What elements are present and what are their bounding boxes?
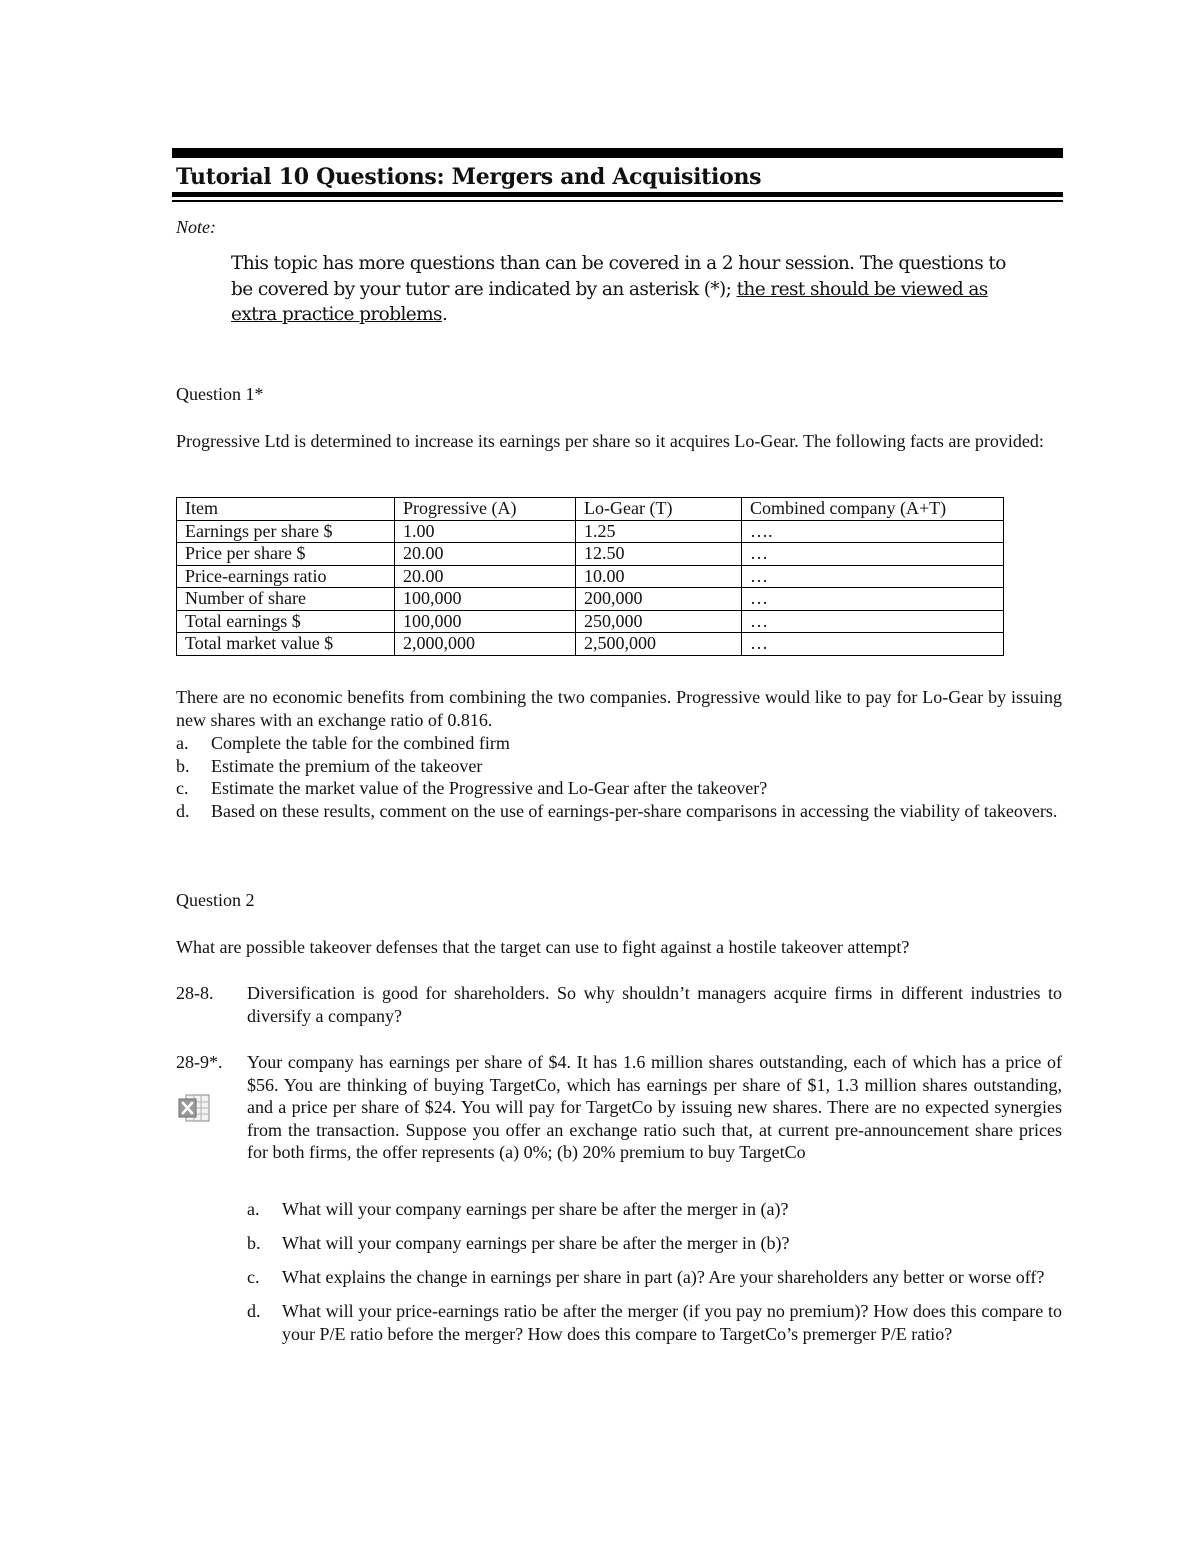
table-header-cell: Item bbox=[177, 498, 395, 521]
table-cell: 100,000 bbox=[395, 588, 576, 611]
table-cell: … bbox=[742, 610, 1004, 633]
table-row bbox=[177, 588, 1004, 611]
table-cell: 2,500,000 bbox=[576, 633, 742, 656]
problem-28-9 bbox=[176, 1051, 1062, 1164]
list-item bbox=[176, 755, 1062, 778]
note-body: This topic has more questions than can be covered in a 2 hour session. The questions to be covered by your tutor are indicated by an asterisk (*); bbox=[231, 253, 1006, 300]
table-header-cell: Progressive (A) bbox=[395, 498, 576, 521]
table-cell: Earnings per share $ bbox=[177, 520, 395, 543]
question-1-after: There are no economic benefits from combining the two companies. Progressive would like to pay for Lo-Gear by issuing new shares with an exchange ratio of 0.816. bbox=[176, 687, 1062, 730]
table-cell: 12.50 bbox=[576, 543, 742, 566]
table-row bbox=[177, 565, 1004, 588]
list-item-label: b. bbox=[247, 1233, 261, 1253]
table-cell: 20.00 bbox=[395, 565, 576, 588]
list-item bbox=[247, 1266, 1062, 1289]
list-item-text: What will your company earnings per share be after the merger in (a)? bbox=[282, 1199, 789, 1219]
table-row bbox=[177, 543, 1004, 566]
question-1-list bbox=[176, 732, 1062, 822]
table-cell: Number of share bbox=[177, 588, 395, 611]
problem-number: 28-8. bbox=[176, 983, 214, 1003]
excel-icon[interactable] bbox=[177, 1092, 211, 1124]
list-item-label: a. bbox=[247, 1199, 260, 1219]
table-cell: … bbox=[742, 588, 1004, 611]
list-item-label: d. bbox=[247, 1301, 261, 1321]
table-cell: … bbox=[742, 633, 1004, 656]
table-cell: …. bbox=[742, 520, 1004, 543]
table-cell: Price per share $ bbox=[177, 543, 395, 566]
note-label: Note: bbox=[176, 217, 216, 237]
table-cell: … bbox=[742, 543, 1004, 566]
table-header-row bbox=[177, 498, 1004, 521]
table-cell: 10.00 bbox=[576, 565, 742, 588]
list-item bbox=[176, 732, 1062, 755]
list-item-text: What will your company earnings per share be after the merger in (b)? bbox=[282, 1233, 790, 1253]
table-cell: 1.00 bbox=[395, 520, 576, 543]
table-row bbox=[177, 633, 1004, 656]
question-1-heading: Question 1* bbox=[176, 384, 264, 404]
list-item-label: c. bbox=[176, 778, 189, 798]
table-cell: Total market value $ bbox=[177, 633, 395, 656]
table-cell: Total earnings $ bbox=[177, 610, 395, 633]
table-cell: 1.25 bbox=[576, 520, 742, 543]
list-item-text: Estimate the market value of the Progressive and Lo-Gear after the takeover? bbox=[211, 778, 768, 798]
table-header-cell: Combined company (A+T) bbox=[742, 498, 1004, 521]
table-row bbox=[177, 520, 1004, 543]
note-underlined: the rest should be viewed as extra practice problems bbox=[231, 278, 988, 325]
list-item-text: Complete the table for the combined firm bbox=[211, 733, 510, 753]
list-item-text: What explains the change in earnings per share in part (a)? Are your shareholders any better or worse off? bbox=[282, 1267, 1045, 1287]
table-cell: … bbox=[742, 565, 1004, 588]
table-row bbox=[177, 610, 1004, 633]
list-item-text: Based on these results, comment on the use of earnings-per-share comparisons in accessing the viability of takeovers. bbox=[211, 800, 1058, 821]
question-2-heading: Question 2 bbox=[176, 890, 255, 910]
question-2-text: What are possible takeover defenses that the target can use to fight against a hostile takeover attempt? bbox=[176, 937, 910, 957]
top-rule bbox=[172, 148, 1063, 158]
list-item-label: c. bbox=[247, 1267, 260, 1287]
list-item bbox=[176, 777, 1062, 800]
table-header-cell: Lo-Gear (T) bbox=[576, 498, 742, 521]
facts-table bbox=[176, 497, 1004, 656]
list-item bbox=[247, 1198, 1062, 1221]
table-cell: 250,000 bbox=[576, 610, 742, 633]
table-cell: 2,000,000 bbox=[395, 633, 576, 656]
table-cell: 200,000 bbox=[576, 588, 742, 611]
list-item-label: b. bbox=[176, 755, 190, 776]
title-rule-thin bbox=[172, 200, 1063, 202]
note-text bbox=[231, 251, 1031, 328]
list-item-label: a. bbox=[176, 733, 189, 753]
list-item-text: What will your price-earnings ratio be after the merger (if you pay no premium)? How does this compare to your P/E ratio before the merger? How does this compare to TargetCo’s premerger P/E ratio? bbox=[282, 1301, 1062, 1344]
table-cell: 100,000 bbox=[395, 610, 576, 633]
problem-28-8 bbox=[176, 982, 1062, 1027]
problem-text: Diversification is good for shareholders. So why shouldn’t managers acquire firms in different industries to diversify a company? bbox=[247, 983, 1062, 1026]
problem-number: 28-9*. bbox=[176, 1052, 223, 1072]
list-item-label: d. bbox=[176, 800, 190, 821]
problem-text: Your company has earnings per share of $4. It has 1.6 million shares outstanding, each of which has a price of $56. You are thinking of buying TargetCo, which has earnings per share of $1, 1.3 million shares outstanding, and a price per share of $24. You will pay for TargetCo by issuing new shares. There are no expected synergies from the transaction. Suppose you offer an exchange ratio such that, at current pre-announcement share prices for both firms, the offer represents (a) 0%; (b) 20% premium to buy TargetCo bbox=[247, 1052, 1062, 1162]
list-item bbox=[247, 1300, 1062, 1345]
note-end: . bbox=[441, 304, 448, 325]
table-cell: 20.00 bbox=[395, 543, 576, 566]
question-1-intro: Progressive Ltd is determined to increase its earnings per share so it acquires Lo-Gear. The following facts are provided: bbox=[176, 431, 1044, 451]
page-title: Tutorial 10 Questions: Mergers and Acquisitions bbox=[176, 164, 762, 190]
list-item bbox=[176, 800, 1062, 823]
list-item-text: Estimate the premium of the takeover bbox=[211, 755, 483, 776]
problem-28-9-list bbox=[247, 1198, 1062, 1357]
table-cell: Price-earnings ratio bbox=[177, 565, 395, 588]
title-rule-thick bbox=[172, 192, 1063, 197]
list-item bbox=[247, 1232, 1062, 1255]
